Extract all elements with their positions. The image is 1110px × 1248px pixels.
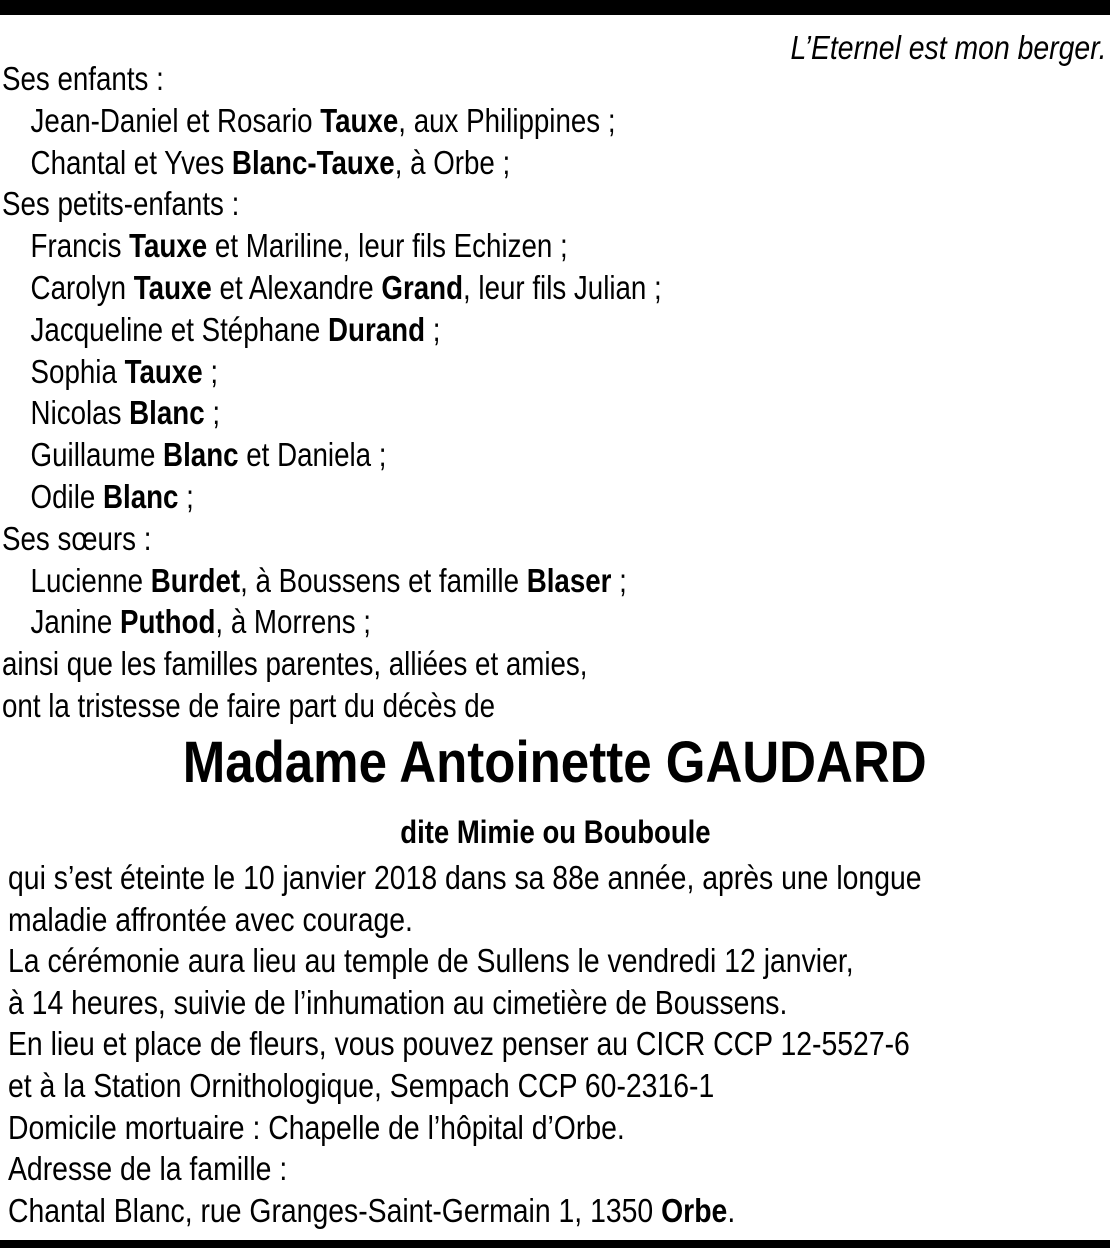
grandchild-line <box>2 392 662 434</box>
grandchild-text: Carolyn <box>30 268 134 306</box>
sister-line <box>2 601 662 643</box>
grandchild-text: , leur fils Julian ; <box>463 268 662 306</box>
child-line <box>2 100 662 142</box>
body-line: maladie affrontée avec courage. <box>8 900 413 938</box>
child-surname: Tauxe <box>320 101 399 139</box>
body-line: Domicile mortuaire : Chapelle de l’hôpital d’Orbe. <box>8 1108 625 1146</box>
grandchild-surname: Blanc <box>163 436 239 474</box>
address-line <box>8 1190 922 1232</box>
grandchild-text: Odile <box>30 477 103 515</box>
grandchild-text: ; <box>425 310 441 348</box>
deceased-name <box>0 728 1110 798</box>
top-rule <box>0 0 1110 15</box>
grandchild-surname: Durand <box>328 310 426 348</box>
address-text: . <box>727 1191 736 1229</box>
nickname-text: dite Mimie ou Bouboule <box>399 814 711 850</box>
children-heading: Ses enfants : <box>2 60 164 97</box>
sister-text: Lucienne <box>30 561 151 599</box>
closing-line: ainsi que les familles parentes, alliées et amies, <box>2 645 588 683</box>
grandchild-text: ; <box>204 394 221 432</box>
grandchild-text: ; <box>202 352 219 390</box>
body-line: En lieu et place de fleurs, vous pouvez penser au CICR CCP 12-5527-6 <box>8 1025 910 1063</box>
child-surname: Blanc-Tauxe <box>231 143 395 181</box>
grandchild-text: Nicolas <box>30 394 130 432</box>
grandchild-surname: Blanc <box>102 477 179 515</box>
announcement-body <box>8 857 922 1231</box>
bottom-rule <box>0 1240 1110 1248</box>
sister-text: ; <box>611 561 627 599</box>
nickname <box>0 812 1110 852</box>
sisters-heading: Ses sœurs : <box>2 519 152 557</box>
grandchild-text: Guillaume <box>30 436 164 474</box>
child-text: , aux Philippines ; <box>398 101 616 139</box>
grandchildren-heading: Ses petits-enfants : <box>2 185 240 223</box>
body-line: La cérémonie aura lieu au temple de Sullens le vendredi 12 janvier, <box>8 942 854 980</box>
grandchild-surname: Tauxe <box>124 352 203 390</box>
grandchild-line <box>2 225 662 267</box>
grandchild-surname: Tauxe <box>133 268 212 306</box>
grandchild-text: Sophia <box>30 352 125 390</box>
child-text: Chantal et Yves <box>30 143 232 181</box>
child-text: Jean-Daniel et Rosario <box>30 101 321 139</box>
grandchild-text: et Daniela ; <box>238 436 387 474</box>
sister-surname: Burdet <box>150 561 241 599</box>
child-text: , à Orbe ; <box>394 143 511 181</box>
grandchild-text: ; <box>178 477 194 515</box>
child-line <box>2 142 662 184</box>
deceased-name-text: Madame Antoinette GAUDARD <box>183 730 927 795</box>
grandchild-line <box>2 309 662 351</box>
sister-text: Janine <box>30 603 120 641</box>
family-surname: Blaser <box>526 561 612 599</box>
grandchild-surname: Tauxe <box>129 227 208 265</box>
grandchild-text: et Mariline, leur fils Echizen ; <box>207 227 568 265</box>
body-line: à 14 heures, suivie de l’inhumation au cimetière de Boussens. <box>8 983 788 1021</box>
sister-line <box>2 560 662 602</box>
grandchild-surname: Grand <box>381 268 464 306</box>
closing-line: ont la tristesse de faire part du décès de <box>2 686 496 724</box>
body-line: qui s’est éteinte le 10 janvier 2018 dans sa 88e année, après une longue <box>8 859 922 896</box>
grandchild-line <box>2 476 662 518</box>
address-town: Orbe <box>661 1191 728 1229</box>
sister-text: , à Morrens ; <box>215 603 372 641</box>
grandchild-text: Francis <box>30 227 130 265</box>
grandchild-line <box>2 267 662 309</box>
family-list <box>2 58 662 727</box>
motto: L’Eternel est mon berger. <box>789 29 1106 66</box>
grandchild-line <box>2 351 662 393</box>
grandchild-text: Jacqueline et Stéphane <box>30 310 329 348</box>
address-text: Chantal Blanc, rue Granges-Saint-Germain 1, 1350 <box>8 1191 662 1229</box>
grandchild-surname: Blanc <box>129 394 205 432</box>
body-line: et à la Station Ornithologique, Sempach CCP 60-2316-1 <box>8 1066 715 1104</box>
sister-text: , à Boussens et famille <box>240 561 527 599</box>
sister-surname: Puthod <box>119 603 216 641</box>
body-line: Adresse de la famille : <box>8 1150 288 1188</box>
grandchild-line <box>2 434 662 476</box>
grandchild-text: et Alexandre <box>211 268 382 306</box>
